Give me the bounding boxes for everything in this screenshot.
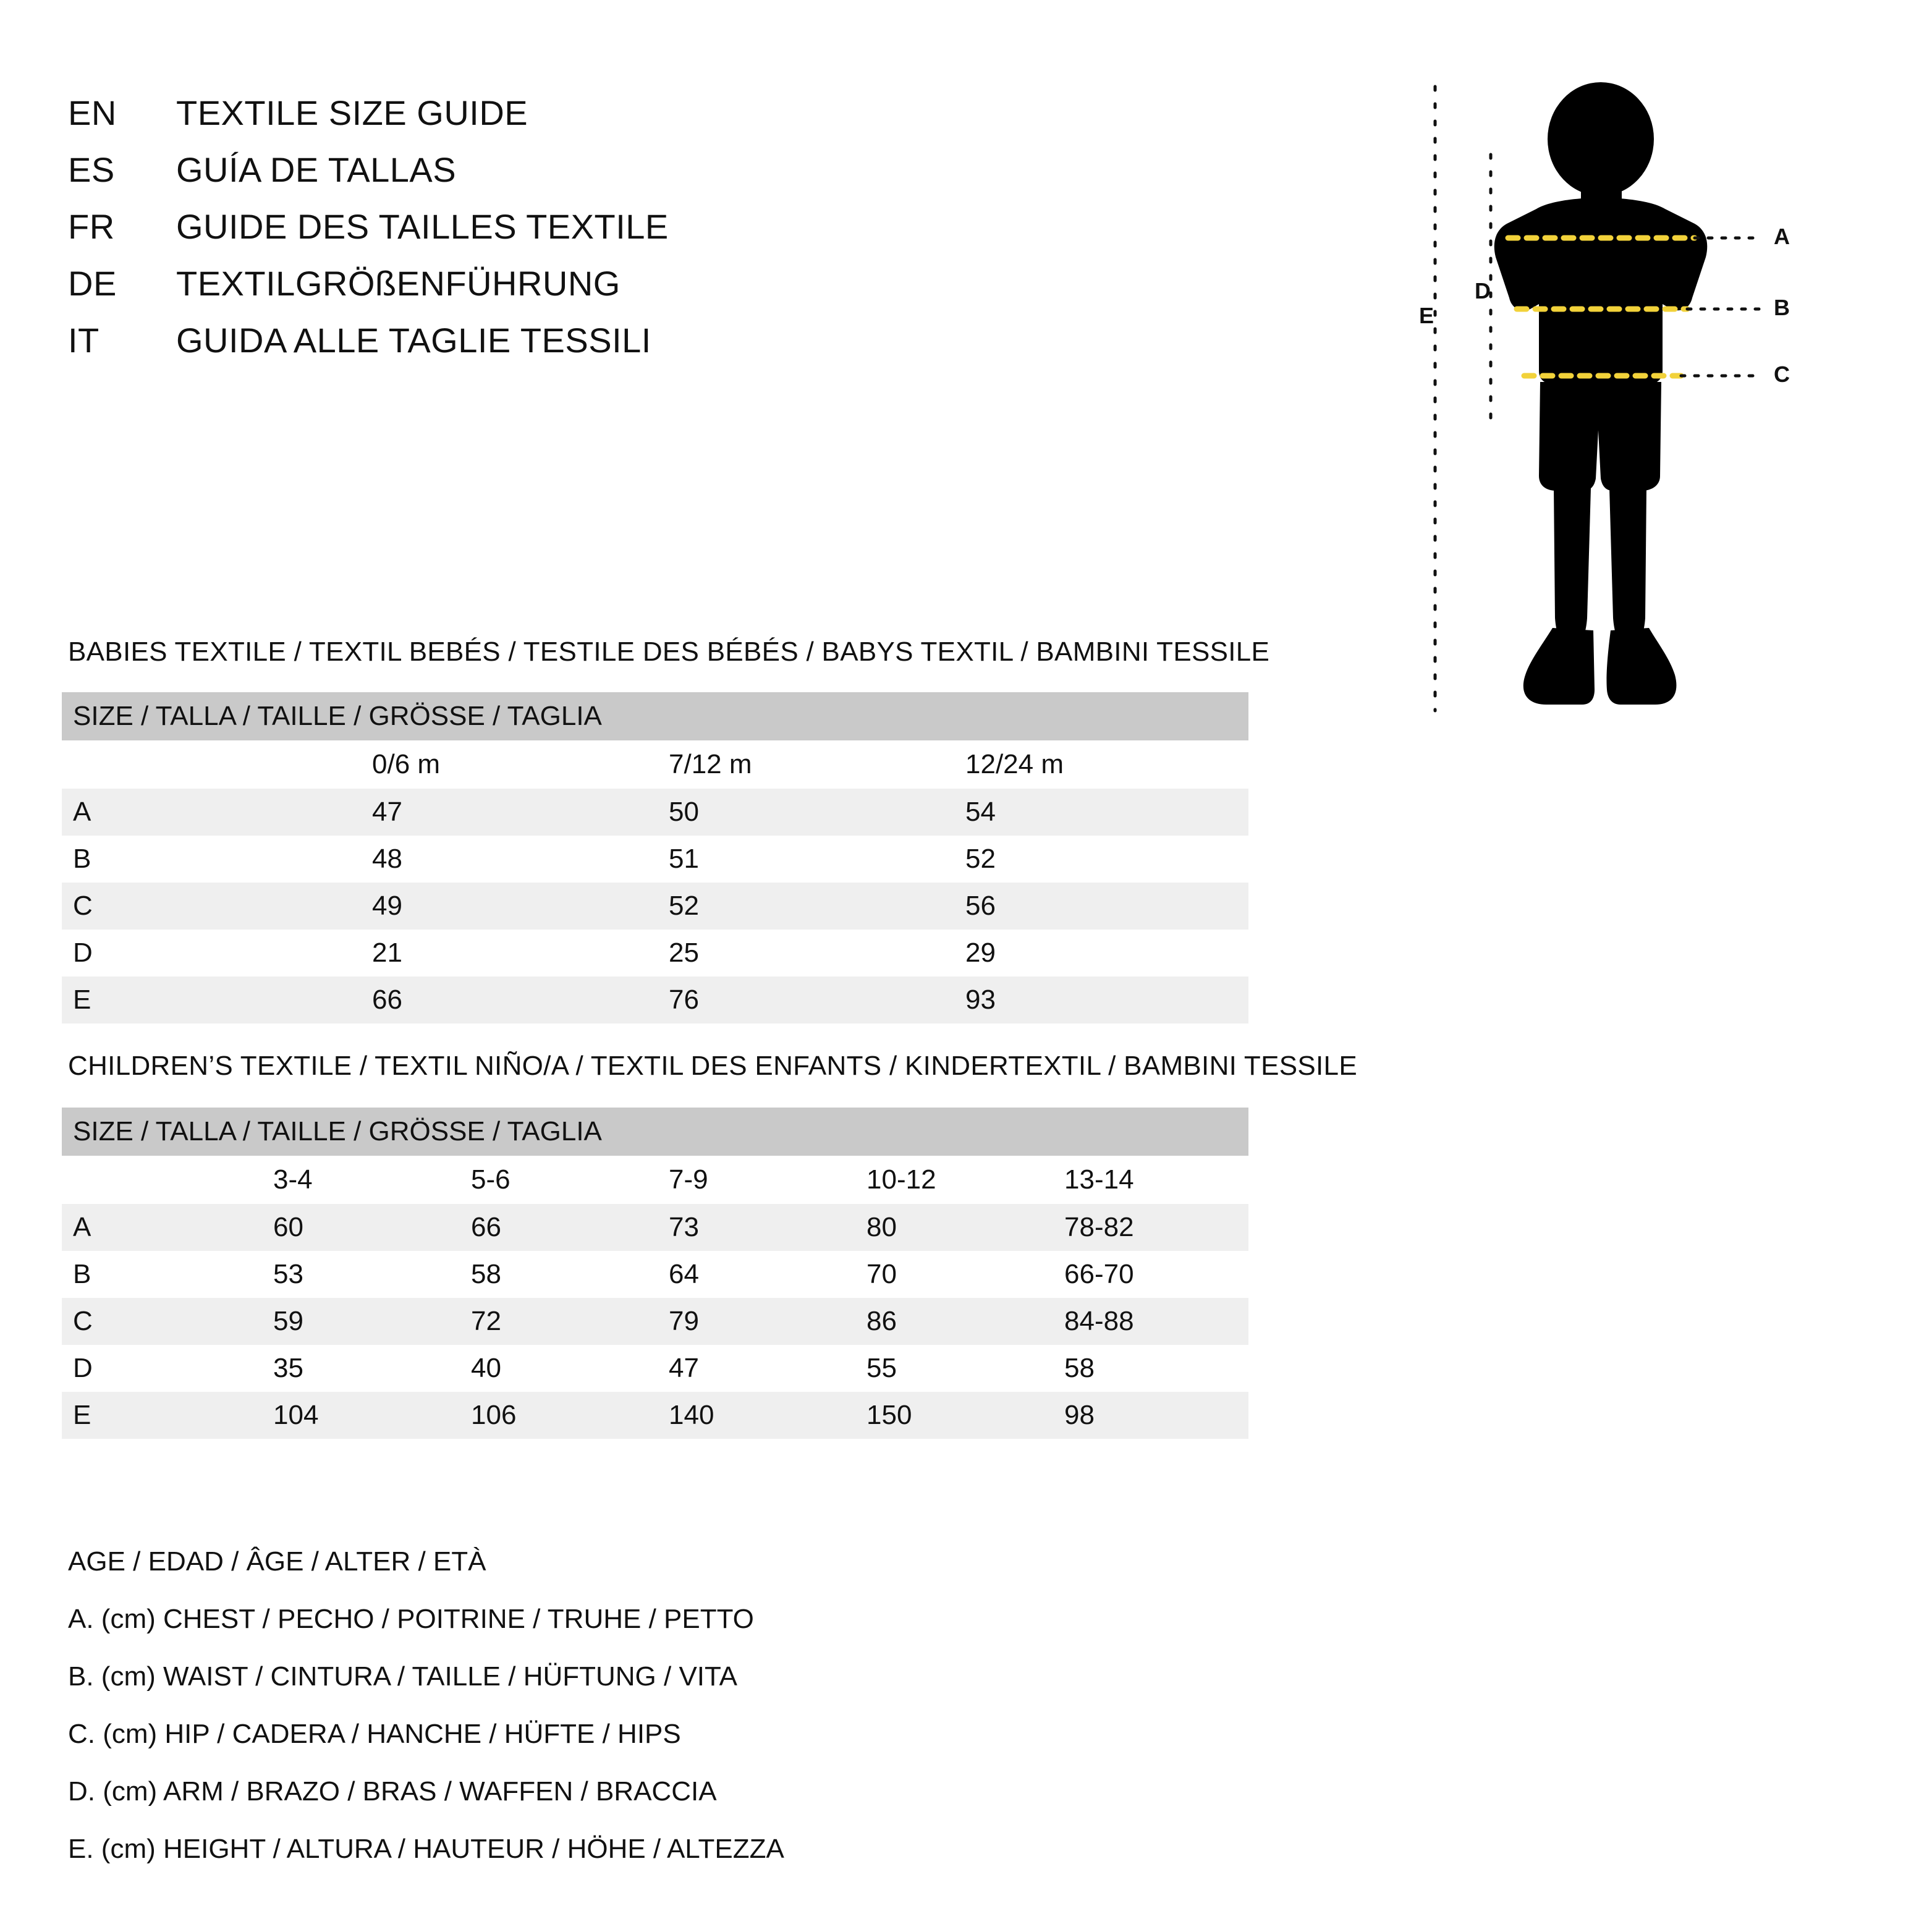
measurement-figure xyxy=(1415,80,1873,773)
babies-row-label-c: C xyxy=(62,883,358,930)
title-row-en xyxy=(68,93,1242,150)
children-cell-c-4: 84-88 xyxy=(1051,1298,1248,1345)
babies-cell-d-1: 25 xyxy=(655,930,952,977)
babies-table-header-row xyxy=(62,740,1248,789)
table-row xyxy=(62,883,1248,930)
children-row-label-c: C xyxy=(62,1298,260,1345)
table-row xyxy=(62,930,1248,977)
babies-row-label-a: A xyxy=(62,789,358,836)
children-cell-b-2: 64 xyxy=(655,1251,853,1298)
table-row xyxy=(62,789,1248,836)
children-header-corner xyxy=(62,1156,260,1204)
figure-label-d: D xyxy=(1475,278,1491,303)
children-cell-b-4: 66-70 xyxy=(1051,1251,1248,1298)
table-row xyxy=(62,836,1248,883)
legend-line-chest: A. (cm) CHEST / PECHO / POITRINE / TRUHE / PETTO xyxy=(68,1604,754,1634)
children-section-heading: CHILDREN’S TEXTILE / TEXTIL NIÑO/A / TEXTIL DES ENFANTS / KINDERTEXTIL / BAMBINI TESSILE xyxy=(68,1051,1357,1081)
babies-cell-e-1: 76 xyxy=(655,977,952,1023)
children-cell-b-0: 53 xyxy=(260,1251,457,1298)
figure-label-b: B xyxy=(1774,295,1790,320)
children-cell-d-4: 58 xyxy=(1051,1345,1248,1392)
babies-table-band-label: SIZE / TALLA / TAILLE / GRÖSSE / TAGLIA xyxy=(62,692,1248,740)
children-cell-a-4: 78-82 xyxy=(1051,1204,1248,1251)
babies-cell-b-0: 48 xyxy=(358,836,655,883)
babies-col-header-1: 7/12 m xyxy=(655,740,952,789)
table-row xyxy=(62,1392,1248,1439)
title-text-de: TEXTILGRÖßENFÜHRUNG xyxy=(176,264,621,303)
table-row xyxy=(62,1204,1248,1251)
legend-line-hip: C. (cm) HIP / CADERA / HANCHE / HÜFTE / HIPS xyxy=(68,1719,681,1749)
babies-size-table xyxy=(62,692,1248,1023)
title-row-es xyxy=(68,150,1242,206)
babies-cell-a-2: 54 xyxy=(952,789,1248,836)
children-row-label-e: E xyxy=(62,1392,260,1439)
title-text-it: GUIDA ALLE TAGLIE TESSILI xyxy=(176,321,651,360)
babies-section-heading: BABIES TEXTILE / TEXTIL BEBÉS / TESTILE DES BÉBÉS / BABYS TEXTIL / BAMBINI TESSILE xyxy=(68,637,1270,667)
babies-cell-c-0: 49 xyxy=(358,883,655,930)
title-lang-es: ES xyxy=(68,150,115,189)
babies-cell-e-2: 93 xyxy=(952,977,1248,1023)
title-block xyxy=(68,93,1242,377)
children-table-band-row xyxy=(62,1108,1248,1156)
babies-cell-e-0: 66 xyxy=(358,977,655,1023)
children-cell-d-1: 40 xyxy=(457,1345,655,1392)
babies-cell-d-2: 29 xyxy=(952,930,1248,977)
title-lang-en: EN xyxy=(68,93,117,132)
legend-line-height: E. (cm) HEIGHT / ALTURA / HAUTEUR / HÖHE / ALTEZZA xyxy=(68,1834,784,1864)
babies-row-label-e: E xyxy=(62,977,358,1023)
title-lang-fr: FR xyxy=(68,207,115,246)
children-cell-e-0: 104 xyxy=(260,1392,457,1439)
babies-table-band-row xyxy=(62,692,1248,740)
children-row-label-b: B xyxy=(62,1251,260,1298)
children-cell-e-3: 150 xyxy=(853,1392,1051,1439)
legend-line-arm: D. (cm) ARM / BRAZO / BRAS / WAFFEN / BRACCIA xyxy=(68,1776,717,1807)
children-cell-e-4: 98 xyxy=(1051,1392,1248,1439)
children-cell-c-1: 72 xyxy=(457,1298,655,1345)
children-cell-a-3: 80 xyxy=(853,1204,1051,1251)
children-col-header-0: 3-4 xyxy=(260,1156,457,1204)
children-cell-c-2: 79 xyxy=(655,1298,853,1345)
children-cell-e-2: 140 xyxy=(655,1392,853,1439)
table-row xyxy=(62,1345,1248,1392)
children-row-label-a: A xyxy=(62,1204,260,1251)
title-text-en: TEXTILE SIZE GUIDE xyxy=(176,93,528,132)
children-cell-d-2: 47 xyxy=(655,1345,853,1392)
table-row xyxy=(62,977,1248,1023)
children-table-band-label: SIZE / TALLA / TAILLE / GRÖSSE / TAGLIA xyxy=(62,1108,1248,1156)
title-lang-de: DE xyxy=(68,264,117,303)
children-size-table xyxy=(62,1108,1248,1439)
babies-cell-c-2: 56 xyxy=(952,883,1248,930)
children-cell-e-1: 106 xyxy=(457,1392,655,1439)
babies-cell-b-1: 51 xyxy=(655,836,952,883)
babies-cell-a-0: 47 xyxy=(358,789,655,836)
babies-header-corner xyxy=(62,740,358,789)
children-cell-a-2: 73 xyxy=(655,1204,853,1251)
children-col-header-3: 10-12 xyxy=(853,1156,1051,1204)
child-silhouette-icon xyxy=(1415,80,1873,773)
legend xyxy=(68,1533,1366,1878)
babies-cell-a-1: 50 xyxy=(655,789,952,836)
table-row xyxy=(62,1251,1248,1298)
children-col-header-1: 5-6 xyxy=(457,1156,655,1204)
children-cell-a-1: 66 xyxy=(457,1204,655,1251)
children-table-header-row xyxy=(62,1156,1248,1204)
title-row-de xyxy=(68,263,1242,320)
figure-label-c: C xyxy=(1774,362,1790,387)
babies-row-label-d: D xyxy=(62,930,358,977)
table-row xyxy=(62,1298,1248,1345)
title-row-it xyxy=(68,320,1242,377)
babies-cell-d-0: 21 xyxy=(358,930,655,977)
children-cell-d-3: 55 xyxy=(853,1345,1051,1392)
title-row-fr xyxy=(68,206,1242,263)
babies-cell-c-1: 52 xyxy=(655,883,952,930)
children-cell-b-3: 70 xyxy=(853,1251,1051,1298)
title-lang-it: IT xyxy=(68,321,100,360)
title-text-fr: GUIDE DES TAILLES TEXTILE xyxy=(176,207,669,246)
figure-label-e: E xyxy=(1419,303,1434,328)
title-text-es: GUÍA DE TALLAS xyxy=(176,150,457,189)
babies-col-header-2: 12/24 m xyxy=(952,740,1248,789)
babies-col-header-0: 0/6 m xyxy=(358,740,655,789)
children-col-header-2: 7-9 xyxy=(655,1156,853,1204)
children-cell-c-3: 86 xyxy=(853,1298,1051,1345)
children-cell-d-0: 35 xyxy=(260,1345,457,1392)
legend-line-age: AGE / EDAD / ÂGE / ALTER / ETÀ xyxy=(68,1546,486,1577)
legend-line-waist: B. (cm) WAIST / CINTURA / TAILLE / HÜFTUNG / VITA xyxy=(68,1661,737,1692)
children-col-header-4: 13-14 xyxy=(1051,1156,1248,1204)
children-cell-b-1: 58 xyxy=(457,1251,655,1298)
babies-row-label-b: B xyxy=(62,836,358,883)
babies-cell-b-2: 52 xyxy=(952,836,1248,883)
children-row-label-d: D xyxy=(62,1345,260,1392)
children-cell-c-0: 59 xyxy=(260,1298,457,1345)
children-cell-a-0: 60 xyxy=(260,1204,457,1251)
figure-label-a: A xyxy=(1774,224,1790,249)
